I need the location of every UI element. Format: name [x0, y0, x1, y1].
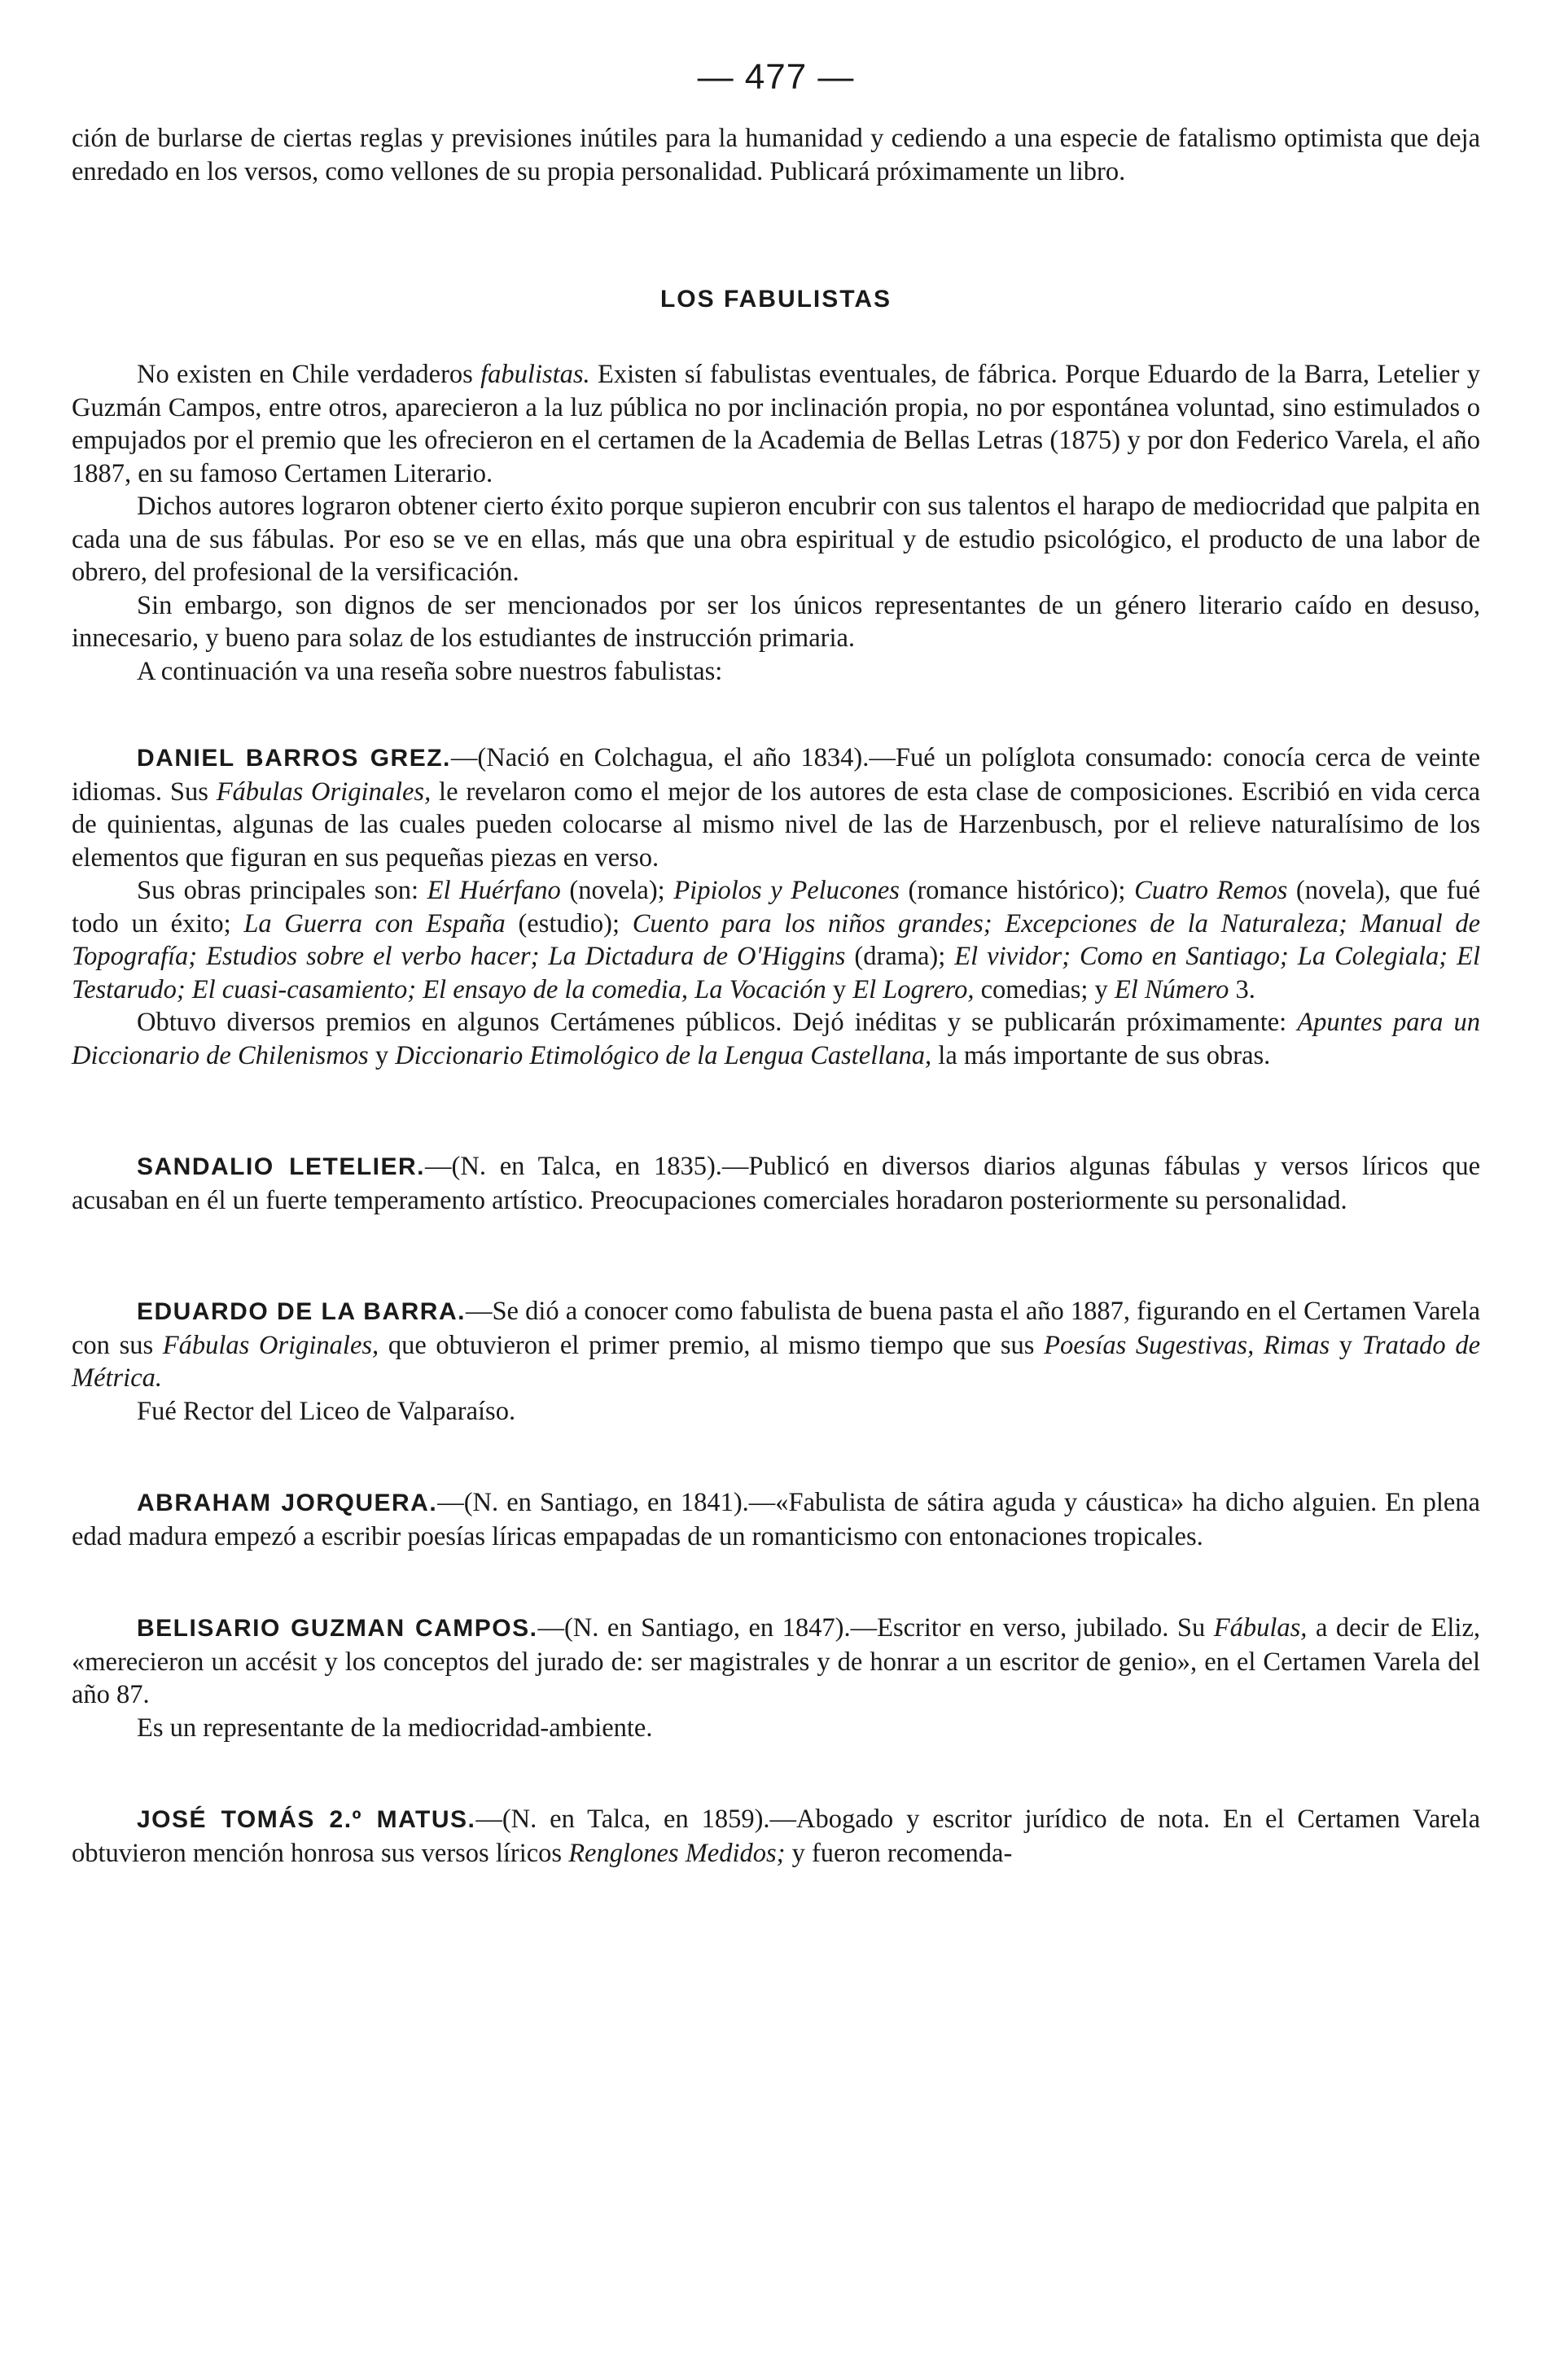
italic-run: Cuento para los niños grandes; Excepciones de la Naturaleza; Manual de Topografía; Estudios sobre el verbo hacer; La Dictadura de O'Higgins	[72, 908, 1480, 971]
text-run: (novela);	[560, 876, 674, 905]
italic-run: Apuntes para un Diccionario de Chilenismos	[72, 1008, 1480, 1070]
author-name: SANDALIO LETELIER.	[137, 1153, 426, 1180]
text-run: Existen sí fabulistas eventuales, de fábrica. Porque Eduardo de la Barra, Letelier y Guzmán Campos, entre otros, aparecieron a la luz pública no por inclinación propia, no por espontánea voluntad, sino estimulados o empujados por el premio que les ofrecieron en el certamen de la Academia de Bellas Letras (1875) y por don Federico Varela, el año 1887, en su famoso Certamen Literario.	[72, 360, 1481, 488]
author-name: DANIEL BARROS GREZ.	[137, 745, 451, 772]
text-run: a decir de Eliz, «merecieron un accésit y los conceptos del jurado de: ser magistrales y de honrar a un escritor de genio», en el Certamen Varela del año 87.	[72, 1613, 1481, 1709]
entry-matus	[72, 1803, 1480, 1870]
entry-paragraph	[72, 1803, 1480, 1870]
entry-paragraph	[72, 1295, 1480, 1395]
text-run: y	[1330, 1330, 1362, 1360]
section-title: LOS FABULISTAS	[659, 286, 892, 313]
entry-paragraph: Es un representante de la mediocridad-ambiente.	[137, 1713, 653, 1743]
text-run: —(N. en Santiago, en 1841).—«Fabulista de sátira aguda y cáustica» ha dicho alguien. En plena edad madura empezó a escribir poesías líricas empapadas de un romanticismo con entonaciones tropicales.	[72, 1488, 1480, 1551]
entry-paragraph	[72, 1486, 1480, 1553]
entry-paragraph: Fué Rector del Liceo de Valparaíso.	[137, 1396, 516, 1426]
italic-run: fabulistas.	[480, 360, 590, 389]
section-paragraph-1	[72, 358, 1480, 490]
italic-run: Fábulas Originales,	[216, 777, 432, 807]
text-run: (estudio);	[505, 908, 633, 938]
entry-barros-grez	[72, 742, 1480, 1072]
page-number: — 477 —	[697, 57, 855, 97]
italic-run: El Logrero,	[852, 974, 975, 1004]
text-run: y	[368, 1040, 396, 1070]
document-page	[72, 57, 1480, 1870]
italic-run: Fábulas,	[1213, 1613, 1308, 1643]
italic-run: Renglones Medidos;	[568, 1838, 786, 1868]
text-run: —(Nació en Colchagua, el año 1834).—Fué un políglota consumado: conocía cerca de veinte idiomas. Sus	[72, 743, 1481, 807]
text-run: Sus obras principales son:	[137, 876, 427, 905]
italic-run: La Guerra con España	[243, 908, 506, 938]
italic-run: El vividor; Como en Santiago; La Colegiala; El Testarudo; El cuasi-casamiento; El ensayo de la comedia, La Vocación	[72, 942, 1480, 1004]
text-run: 3.	[1229, 974, 1255, 1004]
entry-paragraph	[72, 874, 1480, 1006]
section-paragraph-3: Sin embargo, son dignos de ser mencionados por ser los únicos representantes de un género literario caído en desuso, innecesario, y bueno para solaz de los estudiantes de instrucción primaria.	[72, 590, 1480, 653]
italic-run: Poesías Sugestivas, Rimas	[1044, 1330, 1330, 1360]
italic-run: Fábulas Originales,	[162, 1330, 379, 1360]
section-paragraph-2: Dichos autores lograron obtener cierto éxito porque supieron encubrir con sus talentos el harapo de mediocridad que palpita en cada una de sus fábulas. Por eso se ve en ellas, más que una obra espiritual y de estudio psicológico, el producto de una labor de obrero, del profesional de la versificación.	[72, 492, 1480, 587]
entry-guzman-campos	[72, 1612, 1480, 1744]
entry-de-la-barra	[72, 1295, 1480, 1428]
author-name: EDUARDO DE LA BARRA.	[137, 1298, 466, 1325]
author-name: JOSÉ TOMÁS 2.º MATUS.	[137, 1806, 476, 1833]
text-run: (drama);	[845, 942, 955, 971]
entry-paragraph	[72, 742, 1480, 874]
text-run: y	[826, 974, 853, 1004]
italic-run: El Número	[1114, 974, 1229, 1004]
text-run: —(N. en Talca, en 1859).—Abogado y escritor jurídico de nota. En el Certamen Varela obtuvieron mención honrosa sus versos líricos	[72, 1805, 1480, 1868]
text-run: (romance histórico);	[899, 876, 1135, 905]
text-run: la más importante de sus obras.	[931, 1040, 1271, 1070]
text-run: —(N. en Santiago, en 1847).—Escritor en verso, jubilado. Su	[537, 1613, 1214, 1643]
text-run: —Se dió a conocer como fabulista de buena pasta el año 1887, figurando en el Certamen Varela con sus	[72, 1297, 1480, 1360]
text-run: le revelaron como el mejor de los autores de esta clase de composiciones. Escribió en vida cerca de quinientas, algunas de las cuales pueden colocarse al mismo nivel de las de Harzenbusch, por el relieve naturalísimo de los elementos que figuran en sus pequeñas piezas en verso.	[72, 777, 1481, 873]
text-run: que obtuvieron el primer premio, al mismo tiempo que sus	[379, 1330, 1045, 1360]
text-run: No existen en Chile verdaderos	[137, 360, 481, 389]
italic-run: El Huérfano	[427, 876, 561, 905]
entry-letelier	[72, 1150, 1480, 1217]
italic-run: Pipiolos y Pelucones	[673, 876, 900, 905]
italic-run: Diccionario Etimológico de la Lengua Castellana,	[395, 1040, 932, 1070]
entry-paragraph	[72, 1612, 1480, 1712]
entry-paragraph	[72, 1150, 1480, 1217]
text-run: comedias; y	[974, 974, 1115, 1004]
text-run: —(N. en Talca, en 1835).—Publicó en diversos diarios algunas fábulas y versos líricos que acusaban en él un fuerte temperamento artístico. Preocupaciones comerciales horadaron posteriormente su personalidad.	[72, 1152, 1481, 1215]
text-run: y fueron recomenda-	[785, 1838, 1013, 1868]
text-run: (novela), que fué todo un éxito;	[72, 876, 1480, 938]
author-name: BELISARIO GUZMAN CAMPOS.	[137, 1615, 538, 1642]
text-run: Obtuvo diversos premios en algunos Certámenes públicos. Dejó inéditas y se publicarán próximamente:	[137, 1008, 1298, 1037]
section-paragraph-4: A continuación va una reseña sobre nuestros fabulistas:	[137, 656, 723, 686]
italic-run: Cuatro Remos	[1134, 876, 1288, 905]
italic-run: Tratado de Métrica.	[72, 1330, 1480, 1393]
author-name: ABRAHAM JORQUERA.	[137, 1490, 438, 1516]
intro-paragraph: ción de burlarse de ciertas reglas y previsiones inútiles para la humanidad y cediendo a una especie de fatalismo optimista que deja enredado en los versos, como vellones de su propia personalidad. Publicará próximamente un libro.	[72, 124, 1480, 186]
entry-jorquera	[72, 1486, 1480, 1553]
entry-paragraph	[72, 1006, 1480, 1072]
